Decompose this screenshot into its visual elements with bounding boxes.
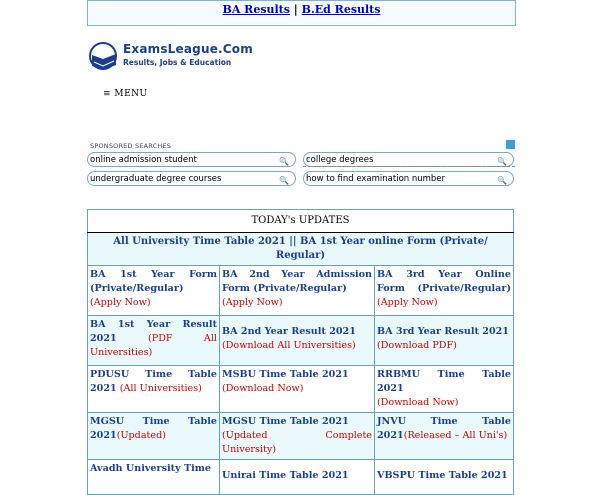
book-globe-icon (88, 40, 120, 76)
update-cell[interactable] (88, 316, 220, 366)
ad-search-item[interactable] (87, 171, 296, 186)
update-cell[interactable] (88, 366, 220, 413)
update-note: (All Universities) (119, 383, 202, 394)
update-note: (Download Now) (222, 383, 304, 394)
ad-search-item[interactable] (303, 171, 514, 186)
update-cell[interactable] (88, 460, 220, 495)
update-link[interactable]: Unirai Time Table 2021 (222, 470, 349, 481)
ad-search-item[interactable] (303, 152, 514, 167)
sponsored-header: SPONSORED SEARCHES (90, 142, 172, 150)
updates-heading: TODAY's UPDATES (88, 210, 514, 233)
update-link[interactable]: MSBU Time Table 2021 (222, 369, 349, 380)
update-link[interactable]: BA 2nd Year Admission Form (Private/Regular) (222, 269, 372, 294)
update-note: (PDF All Universities) (90, 333, 217, 358)
update-note: (Download PDF) (377, 340, 457, 351)
update-note: (Updated Complete University) (222, 430, 372, 455)
update-cell[interactable] (220, 460, 375, 495)
update-link[interactable]: BA 3rd Year Online Form (Private/Regular) (377, 269, 511, 294)
update-cell[interactable] (220, 266, 375, 316)
update-note: (Updated) (116, 430, 166, 441)
update-cell[interactable] (220, 316, 375, 366)
top-links-bar (87, 0, 516, 26)
update-link[interactable]: BA 1st Year Form (Private/Regular) (90, 269, 217, 294)
ba-results-link[interactable]: BA Results (222, 3, 290, 16)
ad-search-label: undergraduate degree courses (90, 174, 222, 184)
update-link[interactable]: BA 1st Year Result 2021 (90, 319, 217, 344)
table-row (88, 266, 514, 316)
logo-tagline: Results, Jobs & Education (123, 58, 232, 67)
update-cell[interactable] (375, 460, 514, 495)
update-link[interactable]: PDUSU Time Table 2021 (90, 369, 217, 394)
update-link[interactable]: BA 3rd Year Result 2021 (377, 326, 509, 337)
update-cell[interactable] (220, 366, 375, 413)
ad-choices-icon[interactable] (506, 140, 515, 149)
update-cell[interactable] (88, 413, 220, 460)
table-row (88, 366, 514, 413)
bed-results-link[interactable]: B.Ed Results (301, 3, 381, 16)
table-row (88, 460, 514, 495)
update-note: (Apply Now) (377, 297, 438, 308)
updates-table (87, 209, 514, 495)
update-link[interactable]: Avadh University Time (90, 463, 212, 474)
update-link[interactable]: VBSPU Time Table 2021 (377, 470, 508, 481)
update-link[interactable]: BA 2nd Year Result 2021 (222, 326, 356, 337)
ad-search-label: college degrees (306, 155, 374, 165)
search-icon: 🔍 (497, 176, 507, 185)
update-cell[interactable] (88, 266, 220, 316)
update-cell[interactable] (375, 316, 514, 366)
ad-search-label: online admission student (90, 155, 197, 165)
update-note: (Download Now) (377, 397, 459, 408)
menu-button[interactable]: ≡ MENU (103, 89, 148, 99)
search-icon: 🔍 (279, 157, 289, 166)
update-note: (Released – All Uni's) (403, 430, 508, 441)
update-link[interactable]: MGSU Time Table 2021 (222, 416, 349, 427)
search-icon: 🔍 (279, 176, 289, 185)
logo-name: ExamsLeague.Com (123, 42, 253, 56)
ad-search-label: how to find examination number (306, 174, 446, 184)
table-row (88, 413, 514, 460)
site-logo[interactable] (88, 38, 258, 78)
update-cell[interactable] (375, 413, 514, 460)
table-row (88, 316, 514, 366)
search-icon: 🔍 (497, 157, 507, 166)
update-link[interactable]: MGSU Time Table 2021 (90, 416, 217, 441)
update-note: (Download All Universities) (222, 340, 356, 351)
divider (303, 166, 515, 167)
update-cell[interactable] (375, 266, 514, 316)
update-note: (Apply Now) (222, 297, 283, 308)
update-note: (Apply Now) (90, 297, 151, 308)
update-link[interactable]: JNVU Time Table 2021 (377, 416, 511, 441)
ad-search-item[interactable] (87, 152, 296, 167)
update-cell[interactable] (375, 366, 514, 413)
update-link[interactable]: RRBMU Time Table 2021 (377, 369, 511, 394)
updates-title[interactable]: All University Time Table 2021 || BA 1st Year online Form (Private/ Regular) (88, 233, 514, 266)
update-cell[interactable] (220, 413, 375, 460)
link-separator: | (289, 3, 302, 16)
